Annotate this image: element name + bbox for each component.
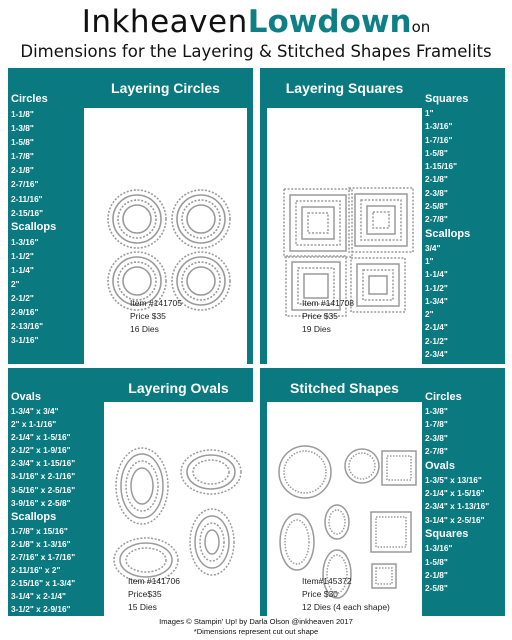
page-subtitle: Dimensions for the Layering & Stitched Shapes Framelits bbox=[20, 42, 492, 61]
oval-size: 3-9/16" x 2-5/8" bbox=[11, 497, 71, 508]
scallop-size: 1-1/4" bbox=[425, 269, 448, 280]
scallop-size: 2-13/16" bbox=[11, 321, 44, 332]
square-size: 1-3/16" bbox=[425, 543, 453, 554]
scallop-size: 2-15/16" x 1-3/4" bbox=[11, 578, 76, 589]
panel-layering-ovals bbox=[8, 368, 253, 616]
die-set-circle-top-left bbox=[108, 190, 166, 248]
oval-size: 3-1/16" x 2-1/16" bbox=[11, 471, 76, 482]
scallop-size: 2-1/8" x 1-3/16" bbox=[11, 538, 71, 549]
circles-size: 2-15/16" bbox=[11, 207, 44, 218]
scallop-size: 2-11/16" x 2" bbox=[11, 565, 61, 576]
ovals-heading: Ovals bbox=[11, 391, 41, 403]
die-set-oval-horizontal bbox=[181, 450, 241, 494]
scallop-size: 3-1/2" x 2-9/16" bbox=[11, 604, 71, 615]
square-size: 1-5/8" bbox=[425, 147, 448, 158]
scallop-size: 1-1/2" bbox=[11, 250, 34, 261]
scallop-size: 2-1/2" bbox=[425, 335, 448, 346]
panel-stitched-shapes bbox=[260, 368, 505, 616]
die-set-oval-vertical-small bbox=[190, 509, 234, 575]
scallop-size: 1-7/8" x 15/16" bbox=[11, 525, 68, 536]
die-stitched-square-medium bbox=[382, 451, 416, 485]
item-price: Price $35 bbox=[130, 311, 166, 321]
oval-size: 3-1/4" x 2-5/16" bbox=[425, 514, 485, 525]
scallop-size: 1-1/2" bbox=[425, 282, 448, 293]
oval-size: 2-1/2" x 1-9/16" bbox=[11, 445, 71, 456]
die-set-oval-vertical-large bbox=[116, 448, 168, 524]
scallop-size: 3-1/16" bbox=[11, 335, 39, 346]
scallop-size: 1-1/4" bbox=[11, 264, 34, 275]
item-price: Price $30 bbox=[302, 589, 338, 599]
square-size: 2-1/8" bbox=[425, 570, 448, 581]
scallops-heading: Scallops bbox=[11, 220, 57, 233]
die-set-square-top-left bbox=[284, 189, 352, 257]
square-size: 2-7/8" bbox=[425, 214, 448, 225]
circles-size: 2-11/16" bbox=[11, 193, 43, 204]
stitched-panel-title: Stitched Shapes bbox=[290, 380, 399, 396]
oval-size: 2-3/4" x 1-13/16" bbox=[425, 501, 490, 512]
scallop-size: 2" bbox=[11, 279, 20, 290]
item-die-count: 19 Dies bbox=[302, 324, 331, 334]
circles-panel-title: Layering Circles bbox=[111, 80, 220, 96]
die-set-circle-top-right bbox=[172, 190, 230, 248]
die-set-square-bottom-right bbox=[351, 258, 405, 312]
item-number: Item#145372 bbox=[302, 576, 352, 586]
oval-size: 2-3/4" x 1-15/16" bbox=[11, 458, 76, 469]
scallops-heading: Scallops bbox=[11, 510, 57, 523]
square-size: 2-5/8" bbox=[425, 201, 448, 212]
scallop-size: 2-3/4" bbox=[425, 349, 448, 360]
squares-item-info bbox=[302, 297, 354, 336]
scallop-size: 2-1/2" bbox=[11, 293, 34, 304]
footer-credit: Images © Stampin' Up! by Darla Olson @inkheaven 2017 bbox=[159, 617, 353, 626]
oval-size: 1-3/4" x 3/4" bbox=[11, 406, 59, 416]
item-die-count: 16 Dies bbox=[130, 324, 159, 334]
item-number: Item #141708 bbox=[302, 298, 354, 308]
scallop-size: 1" bbox=[425, 255, 434, 266]
footer-note: *Dimensions represent cut out shape bbox=[193, 627, 319, 636]
item-price: Price$35 bbox=[128, 589, 162, 599]
item-number: Item #141705 bbox=[130, 298, 182, 308]
circles-size: 2-1/8" bbox=[11, 165, 34, 176]
ovals-panel-title: Layering Ovals bbox=[128, 380, 229, 396]
circles-item-info bbox=[130, 297, 182, 336]
scallops-heading: Scallops bbox=[425, 227, 471, 240]
oval-size: 3-5/16" x 2-5/16" bbox=[11, 484, 76, 495]
die-stitched-circle-large bbox=[279, 446, 331, 498]
ovals-heading: Ovals bbox=[425, 459, 455, 472]
squares-heading: Squares bbox=[425, 528, 469, 541]
stitched-item-info bbox=[302, 575, 390, 614]
circles-size: 2-7/16" bbox=[11, 179, 39, 190]
square-size: 1-3/16" bbox=[425, 121, 453, 132]
square-size: 1-7/16" bbox=[425, 134, 453, 145]
panel-layering-circles bbox=[8, 68, 253, 364]
oval-size: 2-1/4" x 1-5/16" bbox=[425, 488, 485, 499]
stitched-size-list bbox=[425, 390, 489, 596]
item-number: Item #141706 bbox=[128, 576, 180, 586]
page-title bbox=[0, 4, 512, 40]
item-price: Price $35 bbox=[302, 311, 338, 321]
title-on: on bbox=[411, 18, 431, 36]
ovals-item-info bbox=[128, 575, 180, 614]
circles-size: 1-7/8" bbox=[11, 151, 34, 162]
scallop-size: 2-1/4" bbox=[425, 322, 448, 333]
die-stitched-square-large bbox=[371, 512, 411, 552]
square-size: 1-15/16" bbox=[425, 161, 458, 172]
oval-size: 2" x 1-1/16" bbox=[11, 419, 57, 430]
item-die-count: 12 Dies (4 each shape) bbox=[302, 602, 390, 612]
squares-size-list bbox=[425, 92, 470, 375]
square-size: 1-5/8" bbox=[425, 556, 448, 567]
scallop-size: 1-3/16" bbox=[11, 236, 39, 247]
circles-size: 1-3/8" bbox=[11, 123, 34, 134]
circle-size: 1-7/8" bbox=[425, 419, 448, 430]
scallop-size: 3/4" bbox=[425, 242, 441, 253]
circle-size: 1-3/8" bbox=[425, 406, 448, 416]
circles-size-list bbox=[11, 92, 56, 348]
panel-layering-squares bbox=[260, 68, 505, 364]
oval-size: 1-3/5" x 13/16" bbox=[425, 474, 482, 485]
scallop-size: 2-7/16" x 1-7/16" bbox=[11, 551, 76, 562]
circle-size: 2-7/8" bbox=[425, 446, 448, 457]
scallop-size: 1-3/4" bbox=[425, 295, 448, 306]
circle-size: 2-3/8" bbox=[425, 432, 448, 443]
scallop-size: 3-1/4" x 2-1/4" bbox=[11, 591, 66, 602]
title-inkheaven: Inkheaven bbox=[81, 4, 248, 40]
circles-size: 1-5/8" bbox=[11, 137, 34, 148]
squares-panel-title: Layering Squares bbox=[285, 80, 404, 96]
square-size: 1" bbox=[425, 108, 434, 118]
squares-heading: Squares bbox=[425, 93, 469, 105]
circles-heading: Circles bbox=[11, 93, 48, 105]
square-size: 2-1/8" bbox=[425, 174, 448, 185]
die-stitched-oval-vertical bbox=[280, 514, 314, 570]
item-die-count: 15 Dies bbox=[128, 602, 157, 612]
oval-size: 2-1/4" x 1-5/16" bbox=[11, 432, 71, 443]
die-stitched-circle-small bbox=[345, 449, 379, 483]
square-size: 2-5/8" bbox=[425, 583, 448, 594]
scallop-size: 2-9/16" bbox=[11, 307, 39, 318]
circles-heading: Circles bbox=[425, 391, 462, 403]
ovals-size-list bbox=[11, 390, 75, 616]
circles-size: 1-1/8" bbox=[11, 109, 34, 119]
title-lowdown: Lowdown bbox=[247, 4, 412, 40]
square-size: 2-3/8" bbox=[425, 187, 448, 198]
die-stitched-oval-small bbox=[325, 505, 349, 539]
scallop-size: 2" bbox=[425, 309, 434, 320]
die-set-square-top-right bbox=[349, 188, 413, 252]
